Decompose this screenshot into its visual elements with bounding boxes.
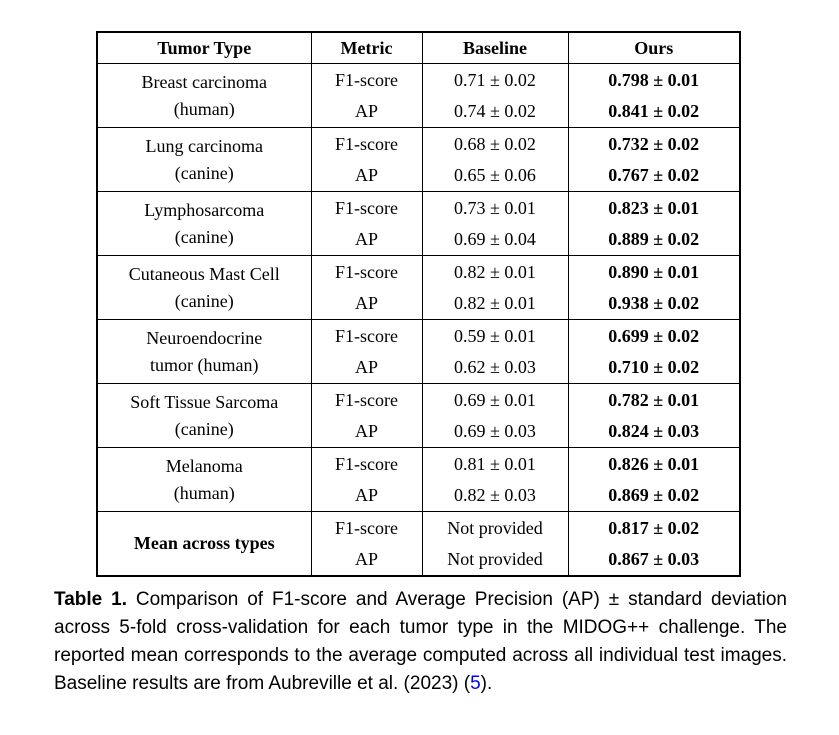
metric-cell [311, 320, 422, 384]
metric-cell [311, 256, 422, 320]
ours-ap-value: 0.889 ± 0.02 [608, 228, 700, 249]
metric-ap-label: AP [354, 356, 378, 377]
metric-f1-label: F1-score [335, 325, 398, 346]
tumor-type-cell [97, 320, 311, 384]
tumor-species: (canine) [174, 226, 234, 247]
metric-ap-label: AP [354, 228, 378, 249]
tumor-name: Breast carcinoma [141, 71, 267, 92]
ours-ap-value: 0.841 ± 0.02 [608, 100, 700, 121]
ours-ap-value: 0.869 ± 0.02 [608, 484, 700, 505]
ours-cell [568, 512, 740, 577]
baseline-f1-value: 0.68 ± 0.02 [454, 133, 536, 154]
metric-cell [311, 448, 422, 512]
baseline-cell [422, 256, 568, 320]
tumor-name: Mean across types [133, 533, 275, 553]
tumor-type-cell [97, 384, 311, 448]
results-table [96, 31, 741, 577]
tumor-type-cell [97, 448, 311, 512]
baseline-ap-value: 0.74 ± 0.02 [454, 100, 536, 121]
baseline-ap-value: 0.82 ± 0.01 [454, 292, 536, 313]
baseline-ap-value: 0.69 ± 0.04 [454, 228, 536, 249]
metric-f1-label: F1-score [335, 261, 398, 282]
metric-ap-label: AP [354, 548, 378, 569]
baseline-cell [422, 192, 568, 256]
tumor-type-cell [97, 192, 311, 256]
ours-cell [568, 192, 740, 256]
metric-cell [311, 512, 422, 577]
metric-ap-label: AP [354, 420, 378, 441]
baseline-f1-value: 0.69 ± 0.01 [454, 389, 536, 410]
metric-f1-label: F1-score [335, 133, 398, 154]
ours-f1-value: 0.732 ± 0.02 [608, 133, 700, 154]
baseline-ap-value: 0.62 ± 0.03 [454, 356, 536, 377]
metric-ap-label: AP [354, 164, 378, 185]
tumor-name: Lung carcinoma [145, 135, 263, 156]
table-caption [54, 586, 787, 698]
baseline-cell [422, 384, 568, 448]
metric-f1-label: F1-score [335, 453, 398, 474]
baseline-cell [422, 448, 568, 512]
col-header-ours: Ours [568, 32, 740, 64]
tumor-species: (canine) [174, 162, 234, 183]
tumor-type-cell [97, 256, 311, 320]
tumor-species: tumor (human) [150, 354, 259, 375]
tumor-name: Neuroendocrine [146, 327, 263, 348]
metric-cell [311, 384, 422, 448]
ours-f1-value: 0.826 ± 0.01 [608, 453, 700, 474]
col-header-metric: Metric [311, 32, 422, 64]
baseline-f1-value: 0.82 ± 0.01 [454, 261, 536, 282]
metric-ap-label: AP [354, 292, 378, 313]
baseline-f1-value: 0.73 ± 0.01 [454, 197, 536, 218]
tumor-name: Melanoma [165, 455, 243, 476]
table-row-mean-across-types [97, 512, 740, 577]
ours-cell [568, 320, 740, 384]
table-row-lymphosarcoma [97, 192, 740, 256]
baseline-cell [422, 512, 568, 577]
metric-ap-label: AP [354, 100, 378, 121]
tumor-name: Lymphosarcoma [144, 199, 265, 220]
ours-f1-value: 0.782 ± 0.01 [608, 389, 700, 410]
table-row-neuroendocrine-tumor [97, 320, 740, 384]
table-row-breast-carcinoma [97, 64, 740, 128]
metric-f1-label: F1-score [335, 197, 398, 218]
caption-label: Table 1. [54, 589, 127, 610]
tumor-type-cell [97, 512, 311, 577]
caption-text: Comparison of F1-score and Average Precision (AP) ± standard deviation across 5-fold cross-validation for each tumor type in the MIDOG++ challenge. The reported mean corresponds to the average computed across all individual test images. Baseline results are from Aubreville et al. (2023) ( [54, 589, 788, 694]
ours-f1-value: 0.699 ± 0.02 [608, 325, 700, 346]
table-row-cutaneous-mast-cell [97, 256, 740, 320]
metric-ap-label: AP [354, 484, 378, 505]
tumor-species: (canine) [174, 418, 234, 439]
ours-ap-value: 0.824 ± 0.03 [608, 420, 700, 441]
baseline-f1-value: 0.59 ± 0.01 [454, 325, 536, 346]
baseline-cell [422, 320, 568, 384]
ours-cell [568, 128, 740, 192]
tumor-name: Cutaneous Mast Cell [128, 263, 280, 284]
ours-f1-value: 0.823 ± 0.01 [608, 197, 700, 218]
baseline-f1-value: 0.71 ± 0.02 [454, 69, 536, 90]
ours-ap-value: 0.938 ± 0.02 [608, 292, 700, 313]
tumor-name: Soft Tissue Sarcoma [130, 391, 279, 412]
metric-cell [311, 128, 422, 192]
metric-f1-label: F1-score [335, 389, 398, 410]
metric-cell [311, 64, 422, 128]
ours-f1-value: 0.817 ± 0.02 [608, 517, 700, 538]
tumor-species: (human) [173, 98, 235, 119]
ours-f1-value: 0.890 ± 0.01 [608, 261, 700, 282]
tumor-species: (human) [173, 482, 235, 503]
ours-cell [568, 384, 740, 448]
baseline-cell [422, 64, 568, 128]
ours-cell [568, 64, 740, 128]
ours-f1-value: 0.798 ± 0.01 [608, 69, 700, 90]
metric-f1-label: F1-score [335, 69, 398, 90]
tumor-species: (canine) [174, 290, 234, 311]
tumor-type-cell [97, 128, 311, 192]
ours-ap-value: 0.710 ± 0.02 [608, 356, 700, 377]
col-header-tumor-type: Tumor Type [97, 32, 311, 64]
citation-link-5[interactable]: 5 [470, 673, 481, 694]
caption-text-end: ). [480, 673, 493, 694]
baseline-cell [422, 128, 568, 192]
ours-ap-value: 0.767 ± 0.02 [608, 164, 700, 185]
baseline-ap-value: Not provided [447, 548, 543, 569]
ours-cell [568, 448, 740, 512]
baseline-ap-value: 0.82 ± 0.03 [454, 484, 536, 505]
ours-cell [568, 256, 740, 320]
baseline-ap-value: 0.69 ± 0.03 [454, 420, 536, 441]
metric-cell [311, 192, 422, 256]
baseline-f1-value: Not provided [447, 517, 543, 538]
baseline-f1-value: 0.81 ± 0.01 [454, 453, 536, 474]
table-row-melanoma [97, 448, 740, 512]
baseline-ap-value: 0.65 ± 0.06 [454, 164, 536, 185]
table-header-row [97, 32, 740, 64]
table-row-soft-tissue-sarcoma [97, 384, 740, 448]
col-header-baseline: Baseline [422, 32, 568, 64]
metric-f1-label: F1-score [335, 517, 398, 538]
tumor-type-cell [97, 64, 311, 128]
table-row-lung-carcinoma [97, 128, 740, 192]
ours-ap-value: 0.867 ± 0.03 [608, 548, 700, 569]
